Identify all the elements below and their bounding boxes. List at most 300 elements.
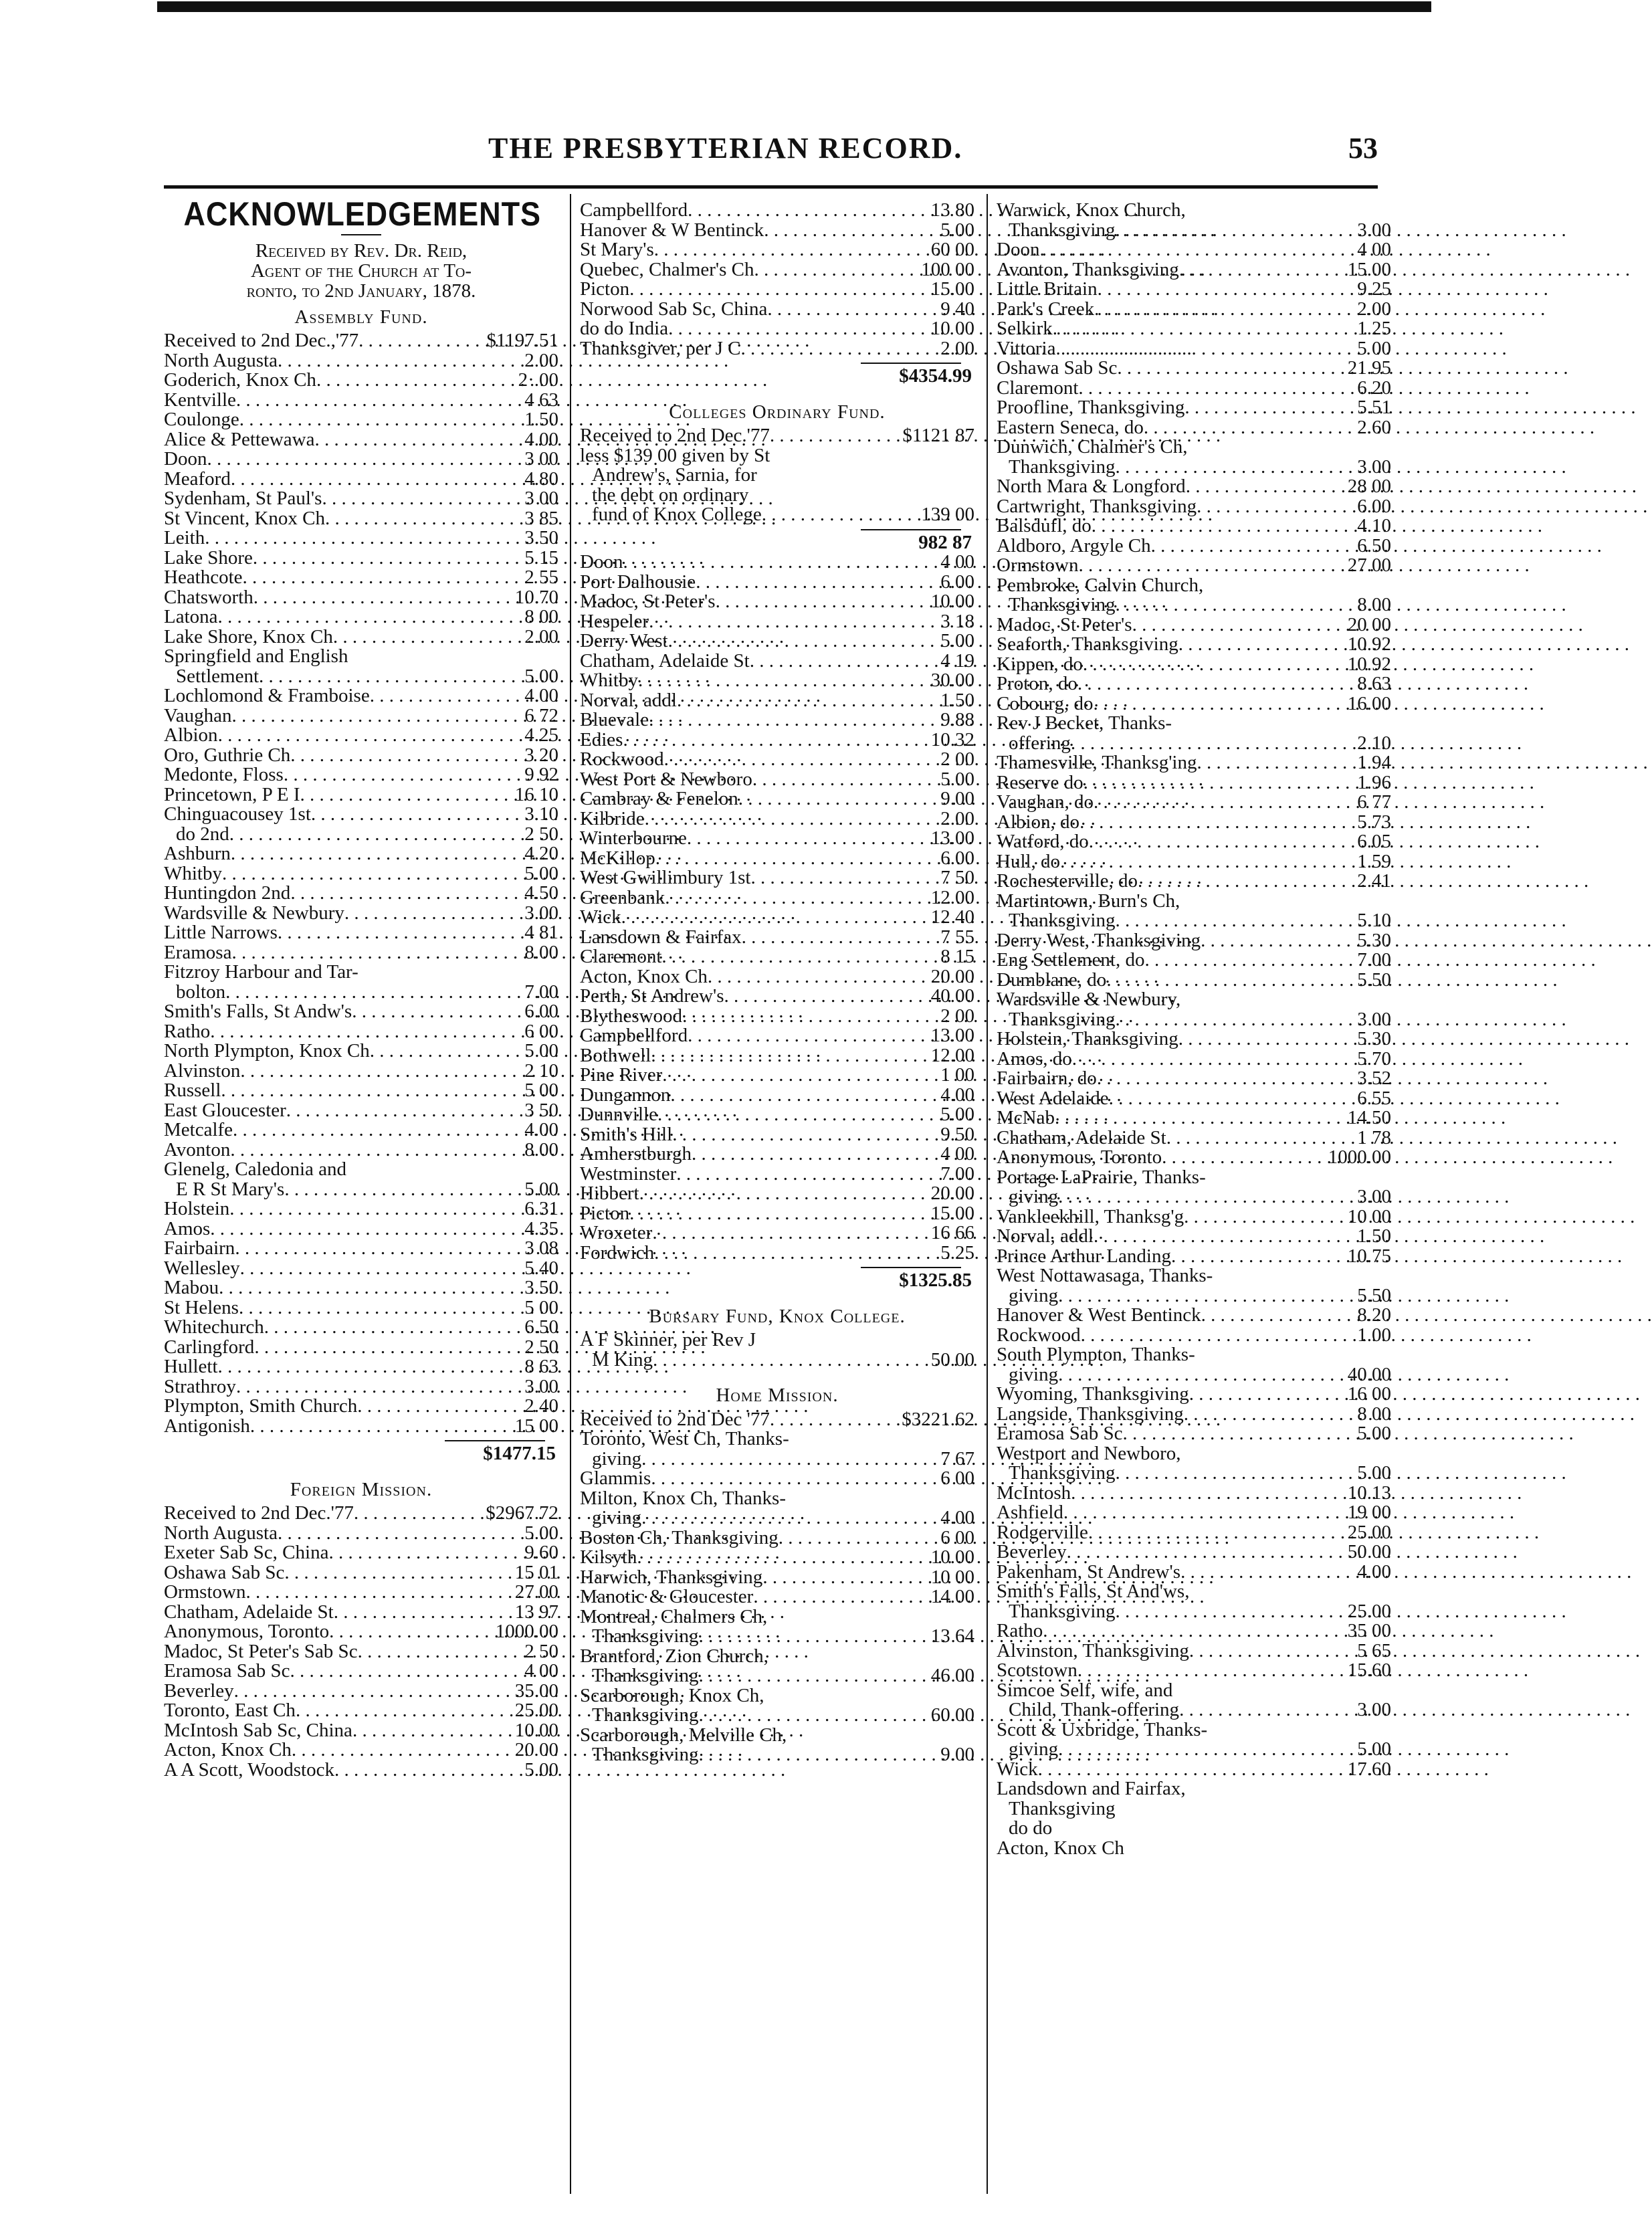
entry-row xyxy=(164,1760,558,1781)
entry-label: Chinguacousey 1st xyxy=(164,803,311,825)
entry-amount: 12 40 xyxy=(930,906,974,928)
entry-row xyxy=(580,1627,974,1647)
leader-dots xyxy=(638,671,920,691)
leader-dots xyxy=(1071,734,1336,754)
leader-dots xyxy=(1078,379,1336,399)
entry-row xyxy=(580,505,974,525)
entry-label: Ashfield xyxy=(997,1502,1063,1523)
entry-row xyxy=(580,1184,974,1204)
entry-label: Hespeler xyxy=(580,610,649,632)
entry-amount: 15.00 xyxy=(1347,258,1391,280)
entry-label: Smith's Falls, St And'ws, xyxy=(997,1581,1190,1602)
entry-row xyxy=(580,770,974,790)
entry-amount: 40.00 xyxy=(930,985,974,1007)
entry-amount: 10.92 xyxy=(1347,653,1391,675)
leader-dots xyxy=(1171,1247,1336,1267)
leader-dots xyxy=(1151,536,1336,556)
entry-row xyxy=(997,950,1391,971)
entry-label: Kentville xyxy=(164,389,236,411)
leader-dots xyxy=(1043,1621,1336,1641)
entry-label: Boston Ch, Thanksgiving xyxy=(580,1526,779,1548)
leader-dots xyxy=(1060,852,1336,872)
leader-dots xyxy=(764,221,920,241)
entry-amount: 2 00 xyxy=(940,748,974,770)
entry-label: Port Dalhousie xyxy=(580,571,696,593)
leader-dots xyxy=(1067,1542,1336,1562)
entry-label: Received to 2nd Dec.'77 xyxy=(164,1502,354,1524)
entry-row xyxy=(997,319,1391,339)
entry-row xyxy=(997,1542,1391,1562)
entry-amount: 4.00 xyxy=(524,1119,558,1140)
entry-row xyxy=(580,1429,974,1449)
entry-amount: 9.00 xyxy=(940,1744,974,1765)
entry-row xyxy=(580,240,974,260)
entry-label: Campbellford xyxy=(580,1025,688,1046)
entry-label: Picton xyxy=(580,278,630,300)
leader-dots xyxy=(229,825,504,845)
entry-label: Goderich, Knox Ch xyxy=(164,369,316,391)
entry-amount: 2.60 xyxy=(1357,416,1391,438)
entry-row xyxy=(164,943,558,963)
entry-label: Thanksgiving xyxy=(592,1665,699,1686)
entry-amount: 3.50 xyxy=(524,527,558,548)
entry-label: Park's Creek xyxy=(997,298,1095,320)
entry-label: Alice & Pettewawa xyxy=(164,428,315,450)
entry-row xyxy=(164,1081,558,1101)
entry-amount: 3 00 xyxy=(1357,1008,1391,1030)
entry-row xyxy=(164,1661,558,1682)
entry-label: West Nottawasaga, Thanks- xyxy=(997,1265,1213,1286)
entry-row xyxy=(997,813,1391,833)
leader-dots xyxy=(205,528,504,548)
entry-amount: 100 00 xyxy=(921,258,974,280)
entry-row xyxy=(164,706,558,726)
entry-label: Rev J Becket, Thanks- xyxy=(997,712,1172,734)
leader-dots xyxy=(322,489,504,509)
entry-amount: 5 15 xyxy=(524,546,558,569)
entry-amount: 3.00 xyxy=(1357,1699,1391,1720)
entry-row xyxy=(164,548,558,569)
entry-row xyxy=(164,825,558,845)
entry-label: A A Scott, Woodstock xyxy=(164,1758,334,1781)
entry-amount: 1.00 xyxy=(1357,1324,1391,1346)
entry-label: Prince Arthur Landing xyxy=(997,1245,1171,1267)
entry-label: Latona xyxy=(164,606,218,627)
entry-amount: 9 40 xyxy=(940,298,974,320)
entry-amount: 13 64 xyxy=(930,1625,974,1647)
entry-row xyxy=(164,884,558,904)
entry-label: bolton xyxy=(176,981,226,1003)
leader-dots xyxy=(240,1259,504,1279)
entry-label: Bothwell xyxy=(580,1044,651,1066)
entry-amount: 5.70 xyxy=(1357,1047,1391,1070)
leader-dots xyxy=(325,509,504,529)
entry-label: Vittoria xyxy=(997,337,1056,359)
entry-label: Holstein xyxy=(164,1198,230,1219)
entry-label: Toronto, East Ch xyxy=(164,1700,296,1721)
entry-label: Oshawa Sab Sc xyxy=(164,1561,285,1583)
entry-row xyxy=(580,221,974,241)
entry-amount: 5.73 xyxy=(1357,811,1391,833)
leader-dots xyxy=(661,947,920,967)
leader-dots xyxy=(654,240,920,260)
entry-label: Hanover & W Bentinck xyxy=(580,219,764,241)
leader-dots xyxy=(231,470,504,490)
entry-label: Whitby xyxy=(580,670,638,691)
entry-amount: $2967.72 xyxy=(486,1502,558,1524)
leader-dots xyxy=(243,568,504,588)
entry-amount: 5.00 xyxy=(524,862,558,884)
entry-amount: $1197.51 xyxy=(486,330,558,351)
entry-label: Fitzroy Harbour and Tar- xyxy=(164,961,358,983)
entry-amount: 16 10 xyxy=(514,783,558,805)
entry-label: Lake Shore xyxy=(164,546,253,569)
entry-label: Vaughan xyxy=(164,704,232,726)
entry-label: Little Narrows xyxy=(164,922,278,943)
leader-dots xyxy=(1178,1029,1336,1049)
entry-row xyxy=(997,1720,1391,1740)
entry-amount: 3 20 xyxy=(524,744,558,766)
leader-dots xyxy=(652,1223,920,1243)
entry-amount: 5.30 xyxy=(1357,1028,1391,1049)
entry-amount: 3.52 xyxy=(1357,1068,1391,1089)
leader-dots xyxy=(1116,221,1337,241)
entry-row xyxy=(997,1839,1391,1859)
bursary-fund-list xyxy=(580,1330,974,1370)
entry-label: Eramosa Sab Sc xyxy=(997,1423,1123,1444)
entry-row xyxy=(580,1706,974,1726)
entry-row xyxy=(164,667,558,687)
entry-amount: 5.00 xyxy=(1357,1738,1391,1760)
leader-dots xyxy=(296,1701,504,1721)
leader-dots xyxy=(334,1760,504,1781)
entry-label: Thanksgiving xyxy=(1009,455,1116,478)
entry-amount: 4.35 xyxy=(524,1217,558,1239)
entry-label: Metcalfe xyxy=(164,1119,233,1140)
entry-amount: 6.00 xyxy=(524,1001,558,1022)
entry-row xyxy=(997,201,1391,221)
entry-label: Oshawa Sab Sc xyxy=(997,357,1118,379)
entry-amount: 5.00 xyxy=(524,1178,558,1200)
entry-row xyxy=(580,987,974,1007)
entry-amount: 2 50 xyxy=(524,823,558,845)
leader-dots xyxy=(1184,1405,1336,1425)
entry-row xyxy=(580,300,974,320)
entry-amount: 13 80 xyxy=(930,199,974,221)
entry-label: Derry West, Thanksgiving xyxy=(997,929,1201,951)
entry-row xyxy=(997,398,1391,418)
leader-dots xyxy=(1201,931,1336,951)
entry-amount: 5.00 xyxy=(1357,1423,1391,1444)
entry-row xyxy=(997,793,1391,813)
entry-label: Smith's Falls, St Andw's xyxy=(164,1001,352,1022)
entry-amount: 3 00 xyxy=(524,488,558,509)
leader-dots xyxy=(1055,339,1336,359)
entry-amount: 3.50 xyxy=(524,1277,558,1298)
entry-amount: 20 00 xyxy=(1347,613,1391,635)
entry-label: Whitechurch xyxy=(164,1316,264,1338)
leader-dots xyxy=(245,1583,504,1603)
entry-label: Huntingdon 2nd xyxy=(164,882,291,904)
entry-amount: 5.10 xyxy=(1357,910,1391,931)
entry-row xyxy=(997,635,1391,655)
entry-amount: 6.31 xyxy=(524,1198,558,1219)
entry-row xyxy=(997,1069,1391,1089)
entry-row xyxy=(997,1168,1391,1188)
leader-dots xyxy=(210,1022,504,1042)
leader-dots xyxy=(665,888,920,908)
entry-label: giving xyxy=(1009,1738,1059,1760)
entry-amount: 8.00 xyxy=(1357,594,1391,615)
entry-label: St Vincent, Knox Ch xyxy=(164,507,326,529)
entry-row xyxy=(997,1740,1391,1760)
leader-dots xyxy=(1039,240,1336,260)
entry-amount: 2.00 xyxy=(940,807,974,829)
entry-row xyxy=(997,734,1391,754)
entry-label: Scotstown xyxy=(997,1659,1077,1681)
entry-label: Harwich, Thanksgiving xyxy=(580,1566,763,1588)
entry-label: Avonton, Thanksgiving xyxy=(997,258,1179,280)
leader-dots xyxy=(278,351,504,371)
entry-amount: 9.60 xyxy=(524,1542,558,1563)
entry-label: Mabou xyxy=(164,1277,219,1298)
leader-dots xyxy=(1201,1306,1336,1326)
entry-amount: 35 00 xyxy=(1347,1620,1391,1641)
entry-amount: 1000.00 xyxy=(1328,1146,1391,1168)
leader-dots xyxy=(284,1180,504,1200)
entry-row xyxy=(164,1338,558,1358)
leader-dots xyxy=(290,884,504,904)
entry-amount: 8 15 xyxy=(940,946,974,967)
leader-dots xyxy=(1094,793,1336,813)
entry-row xyxy=(580,1508,974,1528)
entry-row xyxy=(997,1266,1391,1286)
entry-label: Glammis xyxy=(580,1467,651,1489)
entry-row xyxy=(164,1563,558,1583)
entry-label: Lochlomond & Framboise xyxy=(164,685,370,706)
entry-amount: 6 00 xyxy=(940,1467,974,1489)
entry-row xyxy=(164,351,558,371)
entry-row xyxy=(164,627,558,647)
entry-row xyxy=(580,947,974,967)
entry-amount: 1 78 xyxy=(1357,1126,1391,1148)
entry-row xyxy=(580,651,974,672)
entry-row xyxy=(164,1041,558,1061)
leader-dots xyxy=(1116,911,1337,931)
leader-dots xyxy=(662,1066,920,1086)
leader-dots xyxy=(752,770,920,790)
leader-dots xyxy=(651,1469,920,1489)
entry-row xyxy=(997,477,1391,497)
entry-label: Manotic & Gloucester xyxy=(580,1586,754,1607)
entry-amount: 1000.00 xyxy=(495,1621,558,1642)
entry-amount: 40.00 xyxy=(1347,1363,1391,1385)
assembly-fund-list xyxy=(164,331,558,1436)
entry-amount: 16.00 xyxy=(1347,692,1391,714)
entry-amount: 1.50 xyxy=(524,409,558,430)
entry-row xyxy=(164,430,558,450)
leader-dots xyxy=(218,1357,504,1377)
entry-label: Ashburn xyxy=(164,843,231,864)
leader-dots xyxy=(1081,1326,1336,1346)
entry-row xyxy=(997,832,1391,852)
entry-amount: 4 00 xyxy=(1357,239,1391,260)
entry-label: Rockwood xyxy=(580,748,664,770)
entry-amount: 4.10 xyxy=(1357,515,1391,536)
entry-row xyxy=(580,789,974,809)
entry-row xyxy=(580,1164,974,1185)
entry-row xyxy=(997,1089,1391,1109)
column-left xyxy=(164,195,558,1781)
entry-row xyxy=(997,497,1391,517)
entry-amount: 2.00 xyxy=(524,625,558,647)
leader-dots xyxy=(357,1397,504,1417)
entry-amount: 10 00 xyxy=(930,1566,974,1588)
entry-row xyxy=(164,1022,558,1042)
entry-label: Hull, do xyxy=(997,850,1061,872)
entry-label: Blytheswood xyxy=(580,1005,683,1027)
entry-row xyxy=(164,1524,558,1544)
entry-row xyxy=(580,1086,974,1106)
entry-row xyxy=(997,1819,1391,1839)
entry-row xyxy=(580,1666,974,1686)
entry-row xyxy=(164,864,558,884)
entry-row xyxy=(580,1204,974,1224)
entry-amount: 21.95 xyxy=(1347,357,1391,379)
entry-row xyxy=(164,746,558,766)
entry-label: giving xyxy=(1009,1284,1059,1306)
entry-row xyxy=(164,1603,558,1623)
entry-row xyxy=(997,1049,1391,1070)
entry-label: E R St Mary's xyxy=(176,1178,285,1200)
entry-label: Doon xyxy=(580,551,623,573)
entry-row xyxy=(164,449,558,470)
entry-label: Eramosa Sab Sc xyxy=(164,1660,290,1682)
entry-amount: 17.60 xyxy=(1347,1758,1391,1780)
entry-amount: 2 50 xyxy=(524,1336,558,1358)
entry-row xyxy=(164,1160,558,1180)
entry-amount: 8.00 xyxy=(524,1138,558,1160)
intro-line: Agent of the Church at To- xyxy=(250,260,472,282)
entry-label: East Gloucester xyxy=(164,1099,286,1121)
leader-dots xyxy=(668,319,920,339)
leader-dots xyxy=(1186,477,1336,497)
entry-amount: 10.70 xyxy=(514,586,558,608)
entry-label: Avonton xyxy=(164,1138,231,1160)
entry-row xyxy=(164,805,558,825)
leader-dots xyxy=(329,1622,493,1642)
leader-dots xyxy=(1178,635,1336,655)
entry-amount: 8 00 xyxy=(524,606,558,627)
entry-row xyxy=(997,1582,1391,1602)
leader-dots xyxy=(286,1101,504,1121)
entry-row xyxy=(580,691,974,711)
leader-dots xyxy=(649,710,920,730)
leader-dots xyxy=(699,1745,920,1765)
leader-dots xyxy=(1058,1740,1336,1760)
leader-dots xyxy=(358,1642,504,1662)
entry-amount: 7 50 xyxy=(940,867,974,888)
entry-row xyxy=(580,1568,974,1588)
entry-amount: 4.25 xyxy=(524,724,558,746)
entry-amount: 4.00 xyxy=(524,428,558,450)
leader-dots xyxy=(1058,1365,1336,1385)
entry-row xyxy=(580,1647,974,1667)
entry-amount: 3 00 xyxy=(1357,455,1391,478)
entry-amount: 6.50 xyxy=(524,1316,558,1338)
entry-amount: 3.10 xyxy=(524,803,558,825)
entry-row xyxy=(997,1345,1391,1365)
entry-label: Scott & Uxbridge, Thanks- xyxy=(997,1718,1208,1740)
entry-label: A F Skinner, per Rev J xyxy=(580,1329,756,1350)
entry-label: Wick xyxy=(997,1758,1038,1780)
entry-amount: 3 00 xyxy=(524,448,558,470)
leader-dots xyxy=(254,1338,504,1358)
entry-row xyxy=(997,1227,1391,1247)
entry-row xyxy=(580,1686,974,1706)
entry-label: Glenelg, Caledonia and xyxy=(164,1158,346,1180)
entry-label: Thanksgiving xyxy=(592,1704,699,1726)
entry-label: Claremont xyxy=(997,377,1079,399)
colleges-fund-heading: Colleges Ordinary Fund. xyxy=(669,401,886,423)
leader-dots xyxy=(1189,1641,1336,1661)
entry-row xyxy=(997,240,1391,260)
leader-dots xyxy=(231,844,504,864)
entry-row xyxy=(997,753,1391,773)
leader-dots xyxy=(1071,1484,1336,1504)
entry-row xyxy=(164,489,558,509)
entry-amount: 5.25 xyxy=(940,1241,974,1263)
entry-label: Thanksgiving xyxy=(592,1744,699,1765)
leader-dots xyxy=(253,588,504,608)
intro-line: ronto, to 2nd January, 1878. xyxy=(246,280,476,302)
entry-label: Thanksgiving xyxy=(1009,1600,1116,1622)
leader-dots xyxy=(696,573,920,593)
leader-dots xyxy=(654,1243,920,1263)
entry-amount: 25.00 xyxy=(1347,1600,1391,1622)
entry-amount: 25.00 xyxy=(514,1700,558,1721)
entry-row xyxy=(997,556,1391,576)
leader-dots xyxy=(754,260,919,280)
leader-dots xyxy=(1138,872,1336,892)
entry-label: Dunwich, Chalmer's Ch, xyxy=(997,436,1188,458)
entry-amount: 2·.00 xyxy=(518,369,558,391)
entry-row xyxy=(164,1357,558,1377)
entry-row xyxy=(580,1528,974,1548)
entry-amount: 20.00 xyxy=(930,1183,974,1204)
entry-label: Received to 2nd Dec '77 xyxy=(580,1408,770,1430)
entry-label: Chatham, Adelaide St xyxy=(164,1601,334,1623)
entry-row xyxy=(164,1120,558,1140)
entry-label: Perth, St Andrew's xyxy=(580,985,724,1007)
entry-amount: 5 00 xyxy=(524,1296,558,1318)
entry-amount: 15.60 xyxy=(1347,1659,1391,1681)
entry-amount: 5.50 xyxy=(1357,969,1391,991)
entry-row xyxy=(164,686,558,706)
entry-amount: 10 00 xyxy=(1347,1205,1391,1227)
entry-row xyxy=(580,1026,974,1046)
entry-row xyxy=(997,1799,1391,1819)
entry-label: Lake Shore, Knox Ch xyxy=(164,625,333,647)
entry-row xyxy=(164,1259,558,1279)
entry-amount: $3221.62 xyxy=(902,1408,974,1430)
leader-dots xyxy=(699,1666,920,1686)
entry-amount: 3.00 xyxy=(1357,219,1391,241)
leader-dots xyxy=(334,1603,504,1623)
entry-label: Little Britain xyxy=(997,278,1098,300)
entry-row xyxy=(580,280,974,300)
leader-dots xyxy=(762,1568,920,1588)
